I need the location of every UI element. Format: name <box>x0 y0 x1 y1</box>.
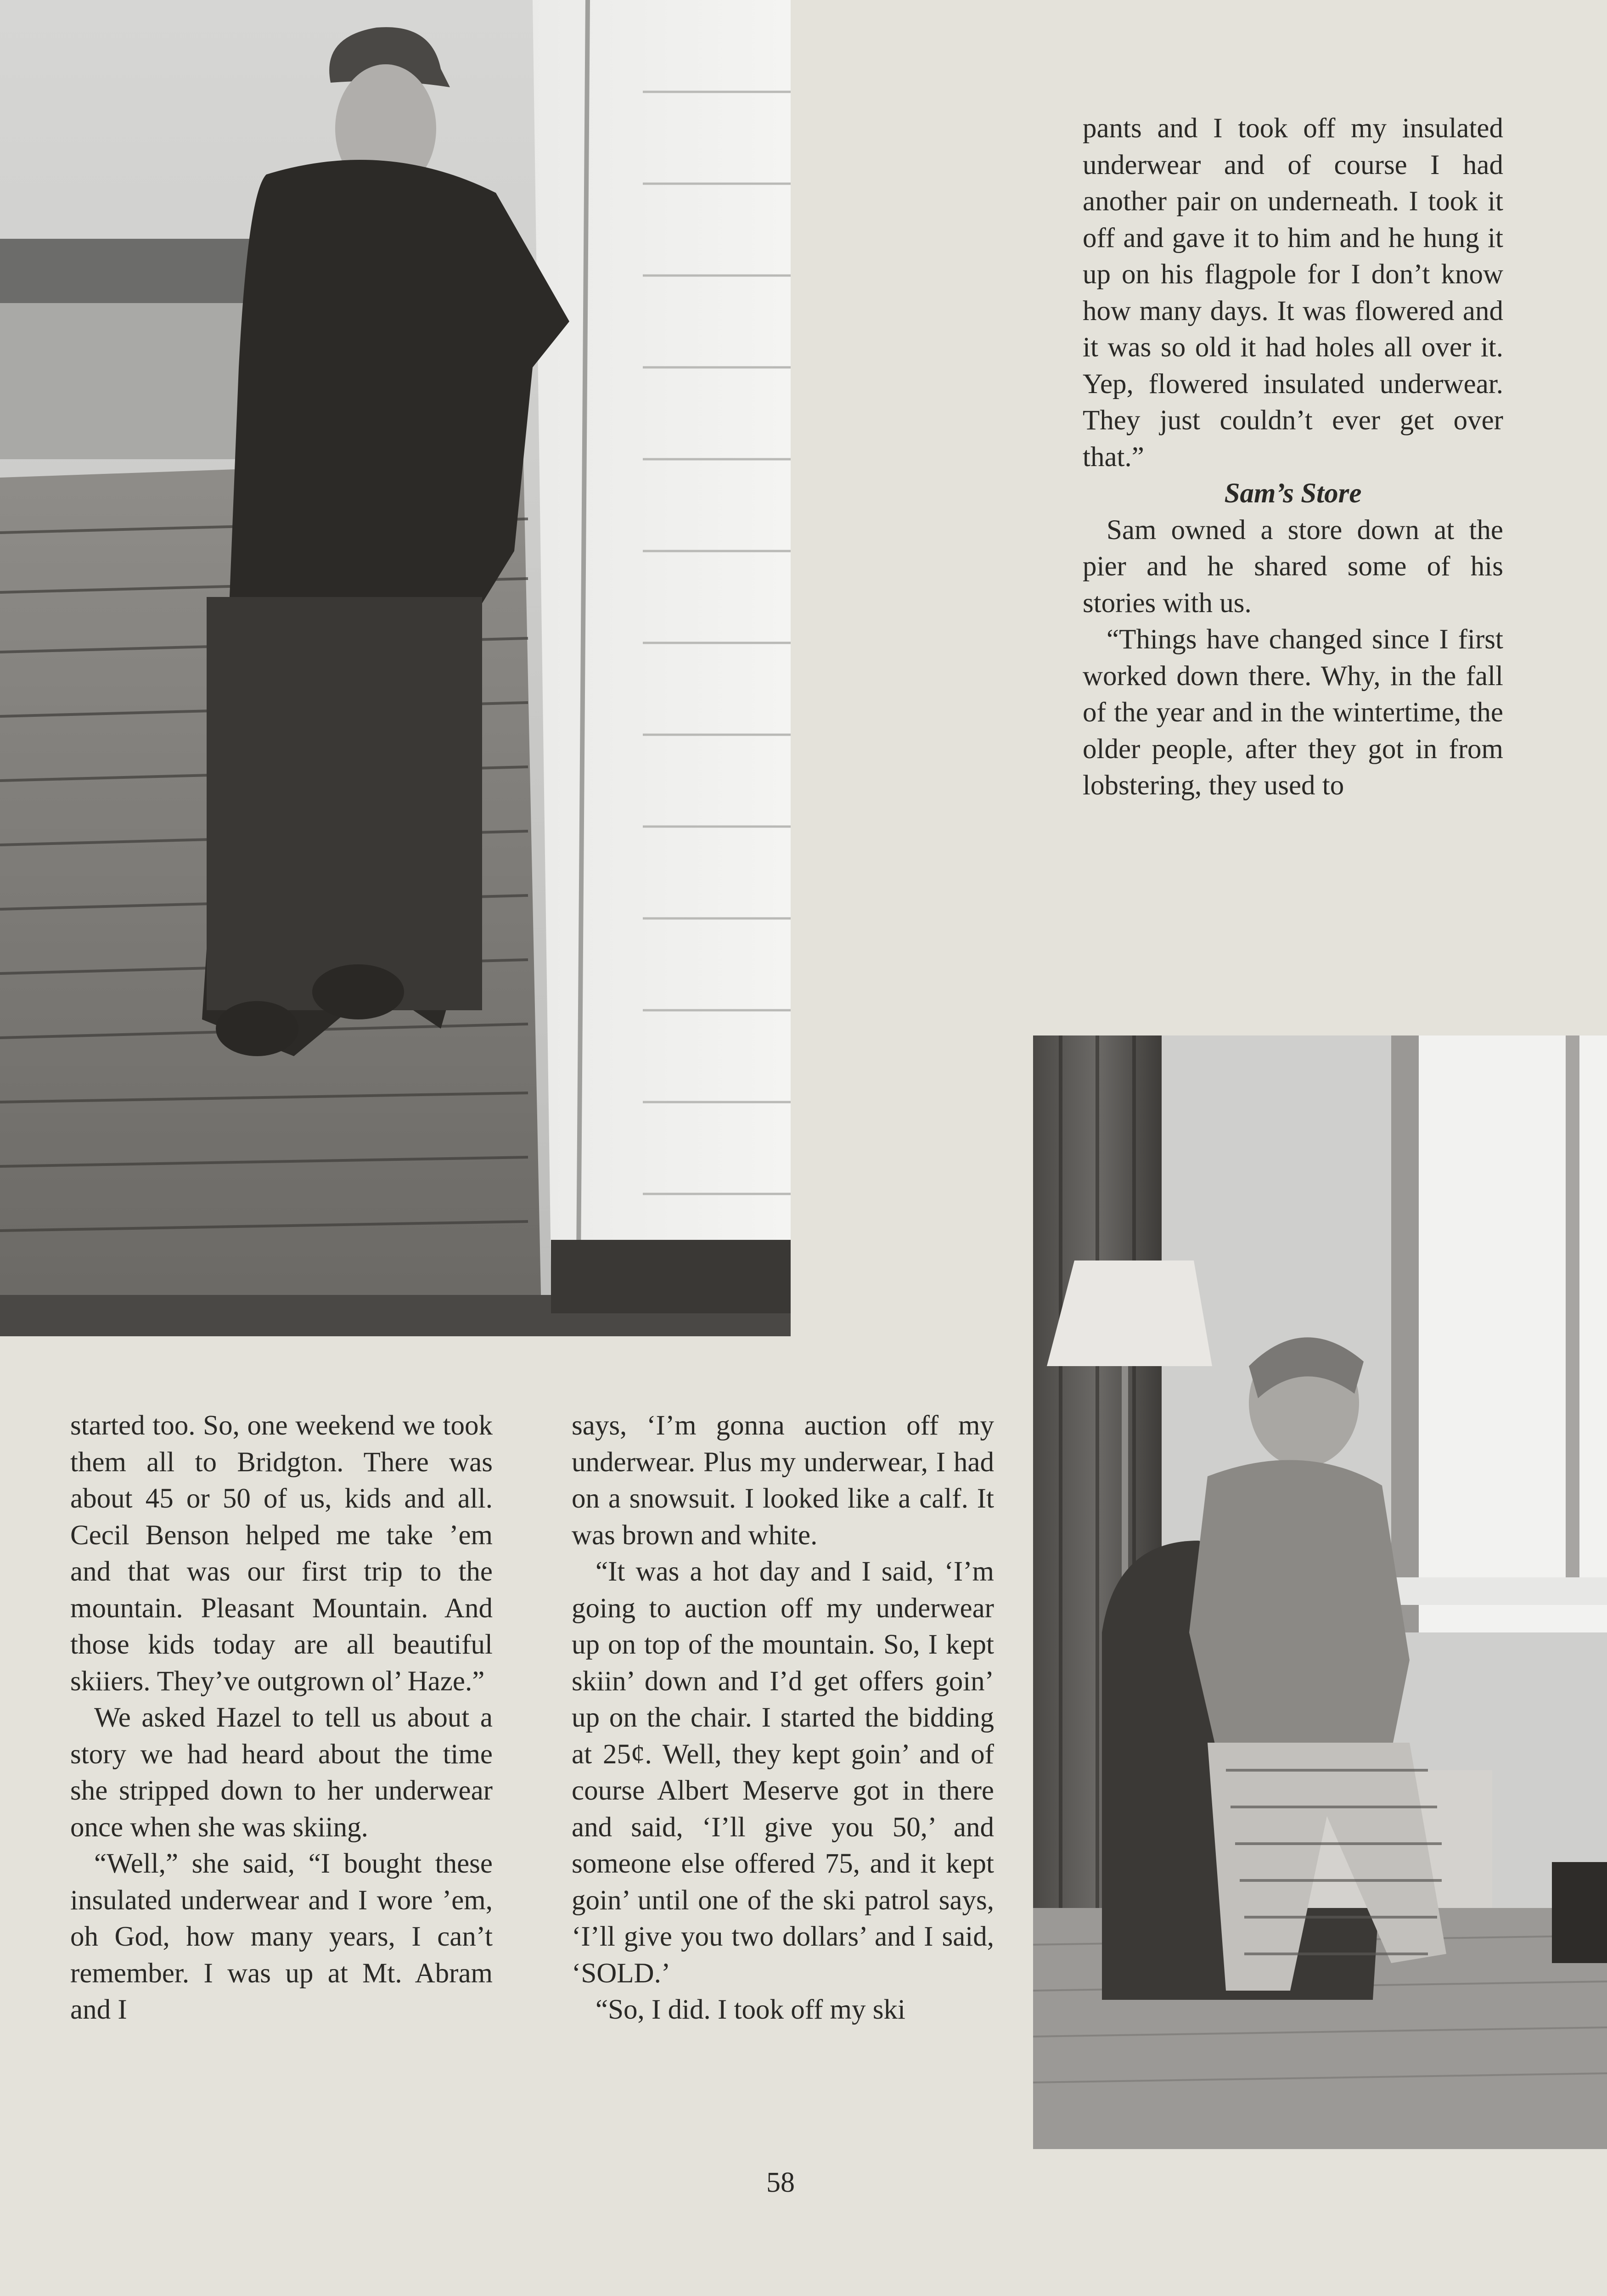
paragraph: We asked Hazel to tell us about a story we had heard about the time she stripped down to her underwear once when she was skiing. <box>70 1702 493 1843</box>
paragraph: “It was a hot day and I said, ‘I’m going to auction off my underwear up on top of the mountain. So, I kept skiin’ down and I’d get offers goin’ up on the chair. I started the bidding at 25¢. Well, they kept goin’ and of course Albert Meserve got in there and said, ‘I’ll give you 50,’ and someone else offered 75, and it kept goin’ until one of the ski patrol says, ‘I’ll give you two dollars’ and I said, ‘SOLD.’ <box>572 1556 994 1989</box>
text-column-middle <box>572 1407 994 2028</box>
paragraph: “So, I did. I took off my ski <box>596 1994 905 2025</box>
photo-woman-in-armchair <box>1033 1035 1607 2149</box>
text-column-left <box>70 1407 493 2028</box>
paragraph: pants and I took off my insulated underwear and of course I had another pair on underneath. I took it off and gave it to him and he hung it up on his flagpole for I don’t know how many days. It was flowered and it was so old it had holes all over it. Yep, flowered insulated underwear. They just couldn’t ever get over that.” <box>1083 113 1503 473</box>
page-number: 58 <box>766 2167 795 2198</box>
section-subhead: Sam’s Store <box>1224 478 1362 509</box>
paragraph: “Well,” she said, “I bought these insulated underwear and I wore ’em, oh God, how many years, I can’t remember. I was up at Mt. Abram and I <box>70 1848 493 2025</box>
paragraph: Sam owned a store down at the pier and he shared some of his stories with us. <box>1083 514 1503 619</box>
photo-man-at-pier <box>0 0 791 1336</box>
paragraph: started too. So, one weekend we took them all to Bridgton. There was about 45 or 50 of us, kids and all. Cecil Benson helped me take ’em and that was our first trip to the mountain. Pleasant Mountain. And those kids today are all beautiful skiiers. They’ve outgrown ol’ Haze.” <box>70 1410 493 1697</box>
photo-woman-in-chair <box>1033 1035 1607 2149</box>
paragraph: says, ‘I’m gonna auction off my underwear. Plus my underwear, I had on a snowsuit. I looked like a calf. It was brown and white. <box>572 1410 994 1551</box>
paragraph: “Things have changed since I first worked down there. Why, in the fall of the year and in the wintertime, the older people, after they got in from lobstering, they used to <box>1083 624 1503 801</box>
text-column-right <box>1083 110 1503 804</box>
photo-man-at-pier-door <box>0 0 791 1336</box>
